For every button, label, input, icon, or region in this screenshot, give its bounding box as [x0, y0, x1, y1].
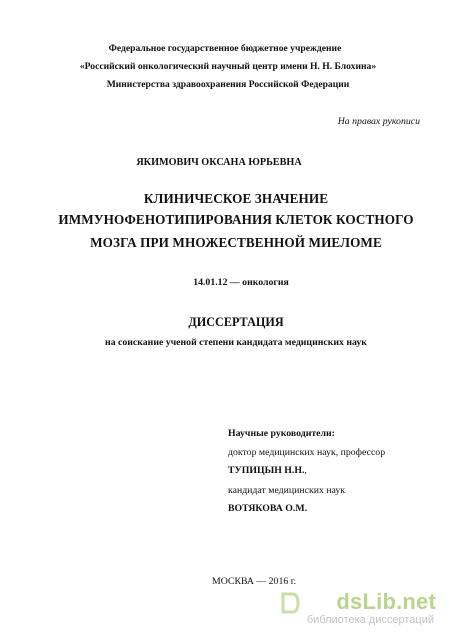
dissertation-heading: ДИССЕРТАЦИЯ	[188, 315, 284, 329]
supervisor-2-name: ВОТЯКОВА О.М.	[228, 503, 308, 514]
supervisor-1-name: ТУПИЦЫН Н.Н.	[228, 465, 305, 476]
supervisor-2-degree: кандидат медицинских наук	[228, 485, 346, 496]
dslib-watermark	[280, 589, 446, 633]
author-name: ЯКИМОВИЧ ОКСАНА ЮРЬЕВНА	[136, 157, 302, 168]
dissertation-degree-line: на соискание ученой степени кандидата медицинских наук	[105, 337, 367, 348]
supervisor-1-degree: доктор медицинских наук, профессор	[228, 447, 386, 458]
thesis-title-line2: ИММУНОФЕНОТИПИРОВАНИЯ КЛЕТОК КОСТНОГО	[58, 212, 414, 227]
ministry-name: Министерства здравоохранения Российской Федерации	[106, 79, 350, 90]
dslib-logo-icon	[280, 591, 300, 620]
thesis-title-line1: КЛИНИЧЕСКОЕ ЗНАЧЕНИЕ	[143, 191, 329, 206]
dslib-caption: библиотека диссертаций	[306, 614, 434, 626]
supervisors-heading: Научные руководители:	[228, 428, 335, 439]
manuscript-rights-note: На правах рукописи	[337, 116, 420, 127]
dslib-logo-text: dsLib.net	[336, 589, 436, 614]
supervisor-1-entry	[228, 466, 307, 476]
city-year: МОСКВА — 2016 г.	[212, 576, 297, 587]
specialty-code: 14.01.12 — онкология	[193, 277, 289, 288]
institution-name-line2: «Российский онкологический научный центр имени Н. Н. Блохина»	[79, 61, 377, 72]
institution-name-line1: Федеральное государственное бюджетное учреждение	[108, 43, 342, 54]
thesis-title-line3: МОЗГА ПРИ МНОЖЕСТВЕННОЙ МИЕЛОМЕ	[90, 235, 382, 250]
supervisor-1-suffix: ,	[304, 465, 307, 476]
